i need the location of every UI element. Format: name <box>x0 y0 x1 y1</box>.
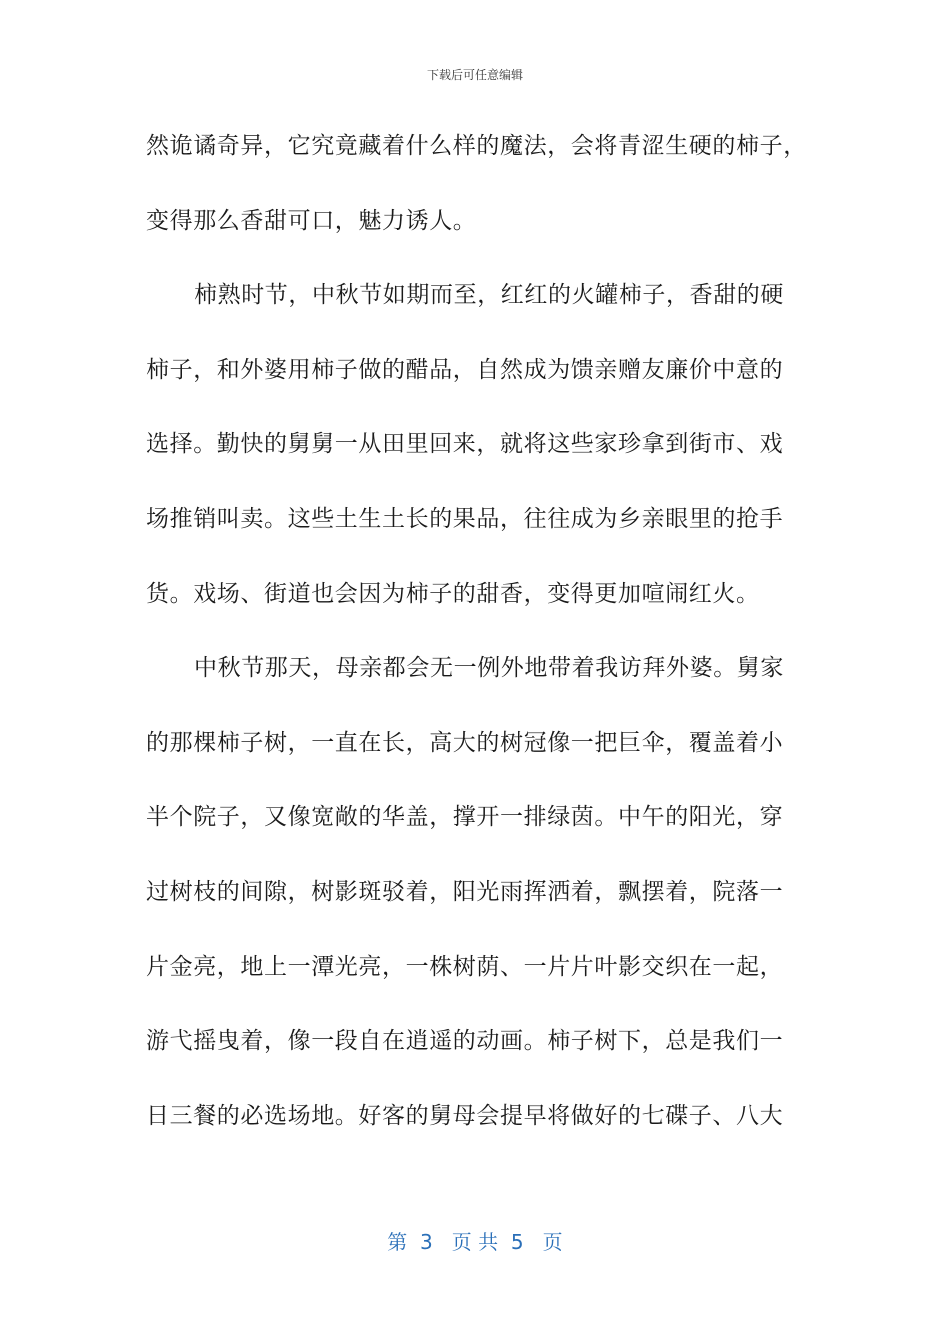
text-line: 选择。勤快的舅舅一从田里回来，就将这些家珍拿到街市、戏 <box>146 431 784 458</box>
text-line: 变得那么香甜可口，魅力诱人。 <box>146 207 477 234</box>
page-header: 下载后可任意编辑 <box>426 68 523 82</box>
paragraph-start-line: 柿熟时节，中秋节如期而至，红红的火罐柿子，香甜的硬 <box>194 282 784 309</box>
text-line: 然诡谲奇异，它究竟藏着什么样的魔法，会将青涩生硬的柿子， <box>146 133 807 159</box>
text-line: 柿子，和外婆用柿子做的醋品，自然成为馈亲赠友廉价中意的 <box>146 356 784 383</box>
text-line: 的那棵柿子树，一直在长，高大的树冠像一把巨伞，覆盖着小 <box>146 729 784 756</box>
text-line: 日三餐的必选场地。好客的舅母会提早将做好的七碟子、八大 <box>146 1102 784 1129</box>
text-line: 过树枝的间隙，树影斑驳着，阳光雨挥洒着，飘摆着，院落一 <box>146 878 784 905</box>
paragraph-start-line: 中秋节那天，母亲都会无一例外地带着我访拜外婆。舅家 <box>194 655 784 682</box>
document-body <box>146 118 806 1162</box>
text-line: 游弋摇曳着，像一段自在逍遥的动画。柿子树下，总是我们一 <box>146 1028 784 1055</box>
text-line: 片金亮，地上一潭光亮，一株树荫、一片片叶影交织在一起， <box>146 953 784 980</box>
text-line: 半个院子，又像宽敞的华盖，撑开一排绿茵。中午的阳光，穿 <box>146 804 784 831</box>
page-number-footer: 第 3 页 共 5 页 <box>387 1230 563 1254</box>
text-line: 货。戏场、街道也会因为柿子的甜香，变得更加喧闹红火。 <box>146 580 760 607</box>
text-line: 场推销叫卖。这些土生土长的果品，往往成为乡亲眼里的抢手 <box>146 505 784 532</box>
